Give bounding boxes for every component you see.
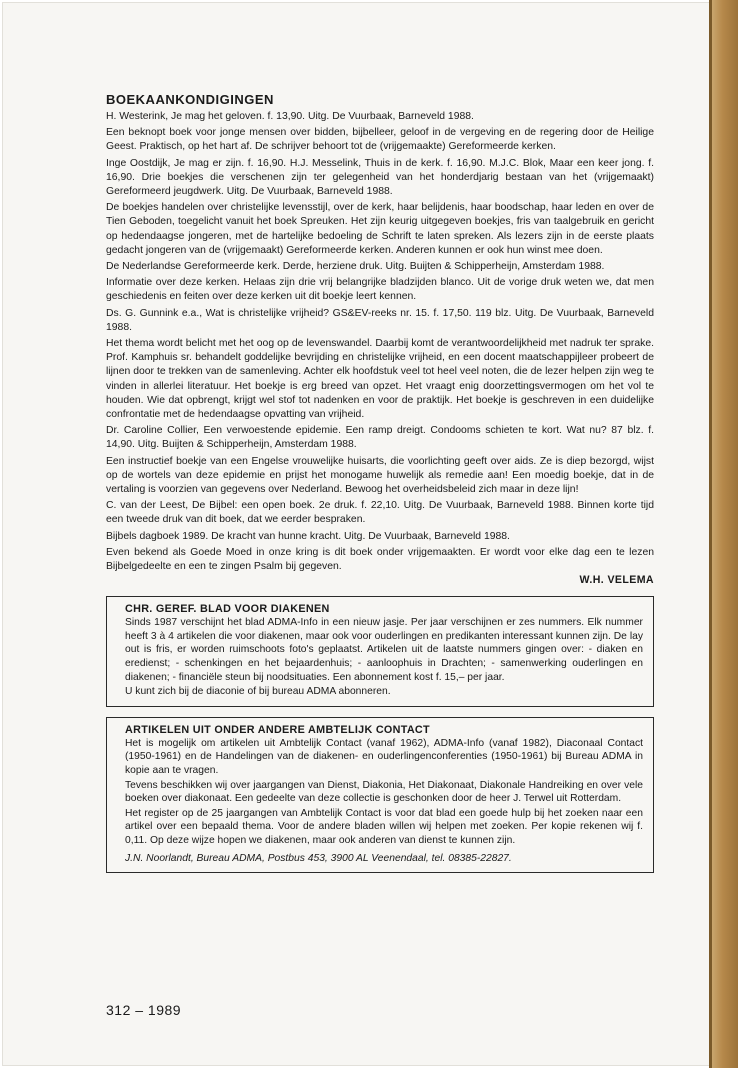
paragraph: C. van der Leest, De Bijbel: een open boek. 2e druk. f. 22,10. Uitg. De Vuurbaak, Barneveld 1988. Binnen korte tijd een tweede druk van dit boek, dat we eerder bespraken. — [106, 500, 654, 526]
paragraph: De Nederlandse Gereformeerde kerk. Derde, herziene druk. Uitg. Buijten & Schipperheijn, Amsterdam 1988. — [106, 261, 605, 273]
book-announcements — [106, 92, 654, 586]
section-heading: BOEKAANKONDIGINGEN — [106, 92, 274, 107]
box-paragraph: Het is mogelijk om artikelen uit Ambtelijk Contact (vanaf 1962), ADMA-Info (vanaf 1982), Diaconaal Contact (1950-1961) en de Handelingen van de diakenen- en ouderlingenconferenties (1950-1961) bij Bureau ADMA in kopie aan te vragen. — [125, 737, 643, 777]
paragraph: Inge Oostdijk, Je mag er zijn. f. 16,90. H.J. Messelink, Thuis in de kerk. f. 16,90. M.J.C. Blok, Maar een keer jong. f. 16,90. Drie boekjes die verschenen zijn ter gelegenheid van het honderdjarig bestaan van het (vrijgemaakt) Gereformeerd jeugdwerk. Uitg. De Vuurbaak, Barneveld 1988. — [106, 157, 654, 198]
diakenen-box — [106, 596, 654, 707]
paragraph: Even bekend als Goede Moed in onze kring is dit boek onder vrijgemaakten. Er wordt voor elke dag een te lezen Bijbelgedeelte en een te zingen Psalm bij gegeven. — [106, 546, 654, 573]
box-paragraph: Tevens beschikken wij over jaargangen van Dienst, Diakonia, Het Diakonaat, Diakonale Handreiking en over vele boeken over diakonaat. Een gedeelte van deze collectie is geschonken door de heer J. Terwel uit Rotterdam. — [125, 779, 643, 805]
paragraph: Dr. Caroline Collier, Een verwoestende epidemie. Een ramp dreigt. Condooms schieten te kort. Wat nu? 87 blz. f. 14,90. Uitg. Buijten & Schipperheijn, Amsterdam 1988. — [106, 425, 654, 451]
paragraph: Een beknopt boek voor jonge mensen over bidden, bijbelleer, geloof in de vergeving en de regering door de Heilige Geest. Praktisch, op het hart af. De schrijver behoort tot de (vrijgemaakte) Gereformeerde kerken. — [106, 127, 654, 153]
box-heading: CHR. GEREF. BLAD VOOR DIAKENEN — [125, 603, 330, 616]
page-number: 312 – 1989 — [106, 1002, 182, 1018]
box-paragraph: Het register op de 25 jaargangen van Ambtelijk Contact is voor dat blad een goede hulp bij het zoeken naar een artikel over een bepaald thema. Voor de andere bladen willen wij helpen met zoeken. Per kopie rekenen wij f. 0,11. Op deze wijze hopen we diakenen, maar ook anderen van dienst te kunnen zijn. — [125, 807, 643, 847]
contact-address: J.N. Noorlandt, Bureau ADMA, Postbus 453, 3900 AL Veenendaal, tel. 08385-22827. — [125, 852, 512, 864]
box-heading: ARTIKELEN UIT ONDER ANDERE AMBTELIJK CONTACT — [125, 723, 430, 736]
paragraph: Informatie over deze kerken. Helaas zijn drie vrij belangrijke bladzijden blanco. Uit de vorige druk weten we, dat men geschiedenis en feiten over deze kerken uit dit boekje leert kennen. — [106, 277, 654, 303]
paragraph: H. Westerink, Je mag het geloven. f. 13,90. Uitg. De Vuurbaak, Barneveld 1988. — [106, 111, 474, 122]
page-content — [106, 92, 654, 873]
artikelen-box — [106, 717, 654, 873]
paragraph: Bijbels dagboek 1989. De kracht van hunne kracht. Uitg. De Vuurbaak, Barneveld 1988. — [106, 530, 510, 542]
paragraph: Het thema wordt belicht met het oog op de levenswandel. Daarbij komt de verantwoordelijkheid met nadruk ter sprake. Prof. Kamphuis sr. behandelt goddelijke bevrijding en christelijke vrijheid, en een docent maatschappijleer probeert de lijnen door te trekken van de samenleving. Achter elk hoofdstuk veel tot heel veel noten, die de lezer helpen zijn weg te vinden in allerlei literatuur. Het boekje is erg breed van opzet. Het vraagt enig doorzettingsvermogen om het vol te houden. Wie dat opbrengt, krijgt wel stof tot nadenken en voor de praktijk. Het boekje is geschreven in een duidelijke confrontatie met de hedendaagse opvatting van vrijheid. — [106, 338, 654, 421]
paragraph: De boekjes handelen over christelijke levensstijl, over de kerk, haar belijdenis, haar boodschap, haar leden en over de Tien Geboden, toegelicht vanuit het boek Spreuken. Het zijn keurig uitgegeven boekjes, fris van taalgebruik en gericht op hedendaagse jongeren, met de hartelijke bedoeling de Schrift te laten spreken. Als lezers zijn in de eerste plaats gedacht jongeren van de (vrijgemaakt) Gereformeerde kerken. Anderen kunnen er ook hun winst mee doen. — [106, 202, 654, 256]
author-signature: W.H. VELEMA — [579, 574, 654, 587]
paragraph: Ds. G. Gunnink e.a., Wat is christelijke vrijheid? GS&EV-reeks nr. 15. f. 17,50. 119 blz. Uitg. De Vuurbaak, Barneveld 1988. — [106, 307, 654, 333]
box-paragraph: Sinds 1987 verschijnt het blad ADMA-Info in een nieuw jasje. Per jaar verschijnen er zes nummers. Elk nummer heeft 3 à 4 artikelen die voor diakenen, maar ook voor ouderlingen en predikanten interessant kunnen zijn. De lay out is fris, er worden ruimschoots foto's geplaatst. Artikelen uit de laatste nummers gingen over: - diaken en eredienst; - schenkingen en het bejaardenhuis; - aanloophuis in Drachten; - samenwerking ouderlingen en diakenen; - financiële steun bij noodsituaties. Een abonnement kost f. 15,– per jaar. — [125, 617, 643, 683]
box-paragraph: U kunt zich bij de diaconie of bij bureau ADMA abonneren. — [125, 686, 391, 698]
paragraph: Een instructief boekje van een Engelse vrouwelijke huisarts, die voorlichting geeft over aids. Ze is diep bezorgd, wijst op de wortels van deze epidemie en prijst het monogame huwelijk als remedie aan! Een moedig boekje, dat in de vertaling is voorzien van gegevens over Nederland. Bewoog het overheidsbeleid zich maar in deze lijn! — [106, 455, 654, 496]
book-spine — [712, 0, 738, 1068]
